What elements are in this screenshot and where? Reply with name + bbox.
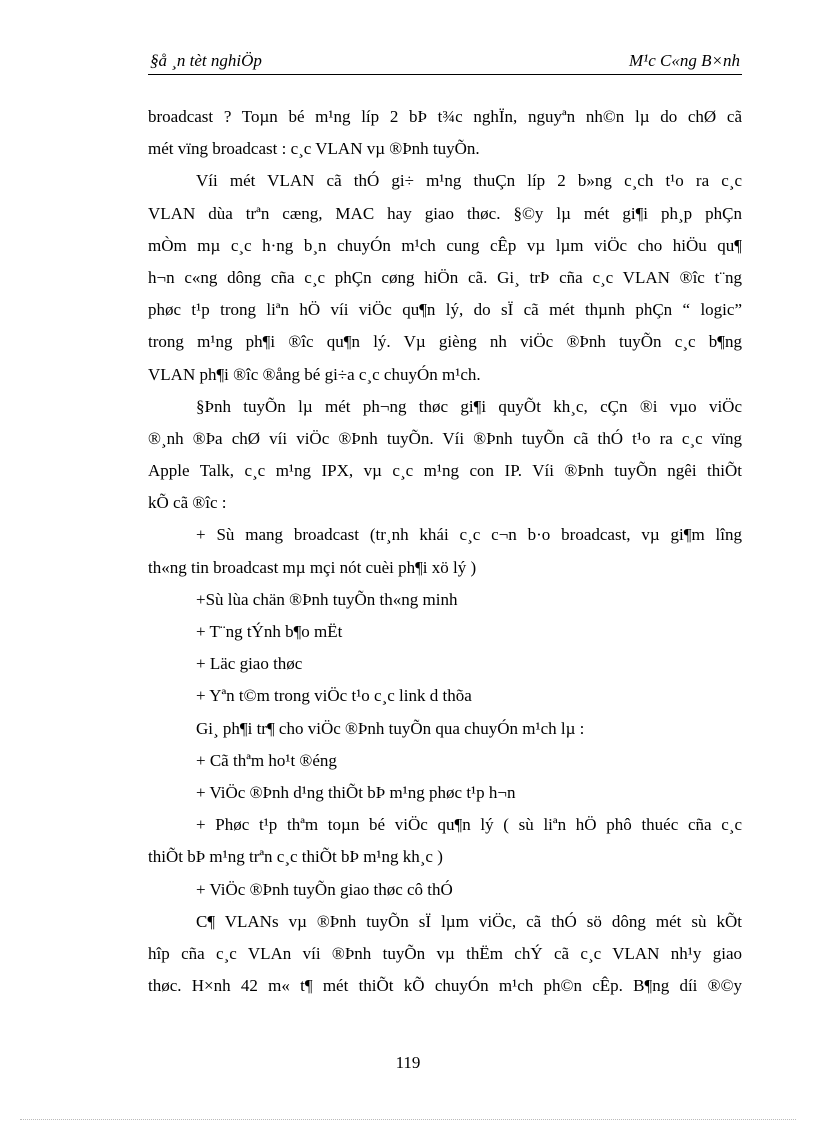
page-bottom-edge <box>20 1119 796 1120</box>
text-line: ®¸nh ®Þa chØ víi viÖc ®Þnh tuyÕn. Víi ®Þnh tuyÕn cã thÓ t¹o ra c¸c vïng <box>148 428 742 448</box>
list-item: + ViÖc ®Þnh d¹ng thiÕt bÞ m¹ng phøc t¹p h¬n <box>196 782 516 802</box>
page-number: 119 <box>395 1053 421 1072</box>
list-item: + Yªn t©m trong viÖc t¹o c¸c link d thõa <box>196 686 472 706</box>
text-line: trong m¹ng ph¶i ®îc qu¶n lý. Vµ gièng nh viÖc ®Þnh tuyÕn c¸c b¶ng <box>148 332 742 352</box>
header-author-name: M¹c C«ng B×nh <box>629 51 740 70</box>
text-line: Apple Talk, c¸c m¹ng IPX, vµ c¸c m¹ng con IP. Víi ®Þnh tuyÕn ngêi thiÕt <box>148 461 742 481</box>
page-header <box>150 47 740 73</box>
text-line: broadcast ? Toµn bé m¹ng líp 2 bÞ t¾c nghÏn, nguyªn nh©n lµ do chØ cã <box>148 107 742 126</box>
text-line: thøc. H×nh 42 m« t¶ mét thiÕt kÕ chuyÓn m¹ch ph©n cÊp. B¶ng díi ®©y <box>148 976 742 996</box>
text-line: mét vïng broadcast : c¸c VLAN vµ ®Þnh tuyÕn. <box>148 139 480 159</box>
text-line: hîp cña c¸c VLAn víi ®Þnh tuyÕn vµ thËm chÝ cã c¸c VLAN nh¹y giao <box>148 943 742 963</box>
list-item: + Phøc t¹p thªm toµn bé viÖc qu¶n lý ( sù liªn hÖ phô thuéc cña c¸c <box>196 815 742 835</box>
text-line: Gi¸ ph¶i tr¶ cho viÖc ®Þnh tuyÕn qua chuyÓn m¹ch lµ : <box>196 718 585 738</box>
text-line: kÕ cã ®îc : <box>148 493 227 513</box>
header-divider <box>148 74 742 75</box>
text-line: h¬n c«ng dông cña c¸c phÇn cøng hiÖn cã. Gi¸ trÞ cña c¸c VLAN ®îc t¨ng <box>148 267 742 287</box>
text-line: VLAN dùa trªn cæng, MAC hay giao thøc. §©y lµ mét gi¶i ph¸p phÇn <box>148 203 742 223</box>
text-line: mÒm mµ c¸c h·ng b¸n chuyÓn m¹ch cung cÊp vµ lµm viÖc cho hiÖu qu¶ <box>148 235 742 255</box>
header-document-title: §å ¸n tèt nghiÖp <box>150 51 262 70</box>
body-text <box>148 101 742 1002</box>
list-item: + Läc giao thøc <box>196 654 303 674</box>
list-item: + T¨ng tÝnh b¶o mËt <box>196 622 343 641</box>
text-line: VLAN ph¶i ®îc ®ång bé gi÷a c¸c chuyÓn m¹ch. <box>148 364 481 384</box>
text-line: C¶ VLANs vµ ®Þnh tuyÕn sÏ lµm viÖc, cã thÓ sö dông mét sù kÕt <box>196 911 742 931</box>
text-line: phøc t¹p trong liªn hÖ víi viÖc qu¶n lý, do sÏ cã mét thµnh phÇn “ logic” <box>148 300 742 320</box>
text-line: th«ng tin broadcast mµ mçi nót cuèi ph¶i xö lý ) <box>148 557 477 577</box>
text-line: Víi mét VLAN cã thÓ gi÷ m¹ng thuÇn líp 2 b»ng c¸ch t¹o ra c¸c <box>196 171 742 191</box>
text-line: §Þnh tuyÕn lµ mét ph¬ng thøc gi¶i quyÕt kh¸c, cÇn ®i vµo viÖc <box>196 396 742 416</box>
list-item: + Sù mang broadcast (tr¸nh khái c¸c c¬n b·o broadcast, vµ gi¶m lîng <box>196 525 742 545</box>
text-line: thiÕt bÞ m¹ng trªn c¸c thiÕt bÞ m¹ng kh¸c ) <box>148 847 443 867</box>
list-item: + ViÖc ®Þnh tuyÕn giao thøc cô thÓ <box>196 879 453 899</box>
list-item: + Cã thªm ho¹t ®éng <box>196 750 337 770</box>
list-item: +Sù lùa chän ®Þnh tuyÕn th«ng minh <box>196 589 458 609</box>
